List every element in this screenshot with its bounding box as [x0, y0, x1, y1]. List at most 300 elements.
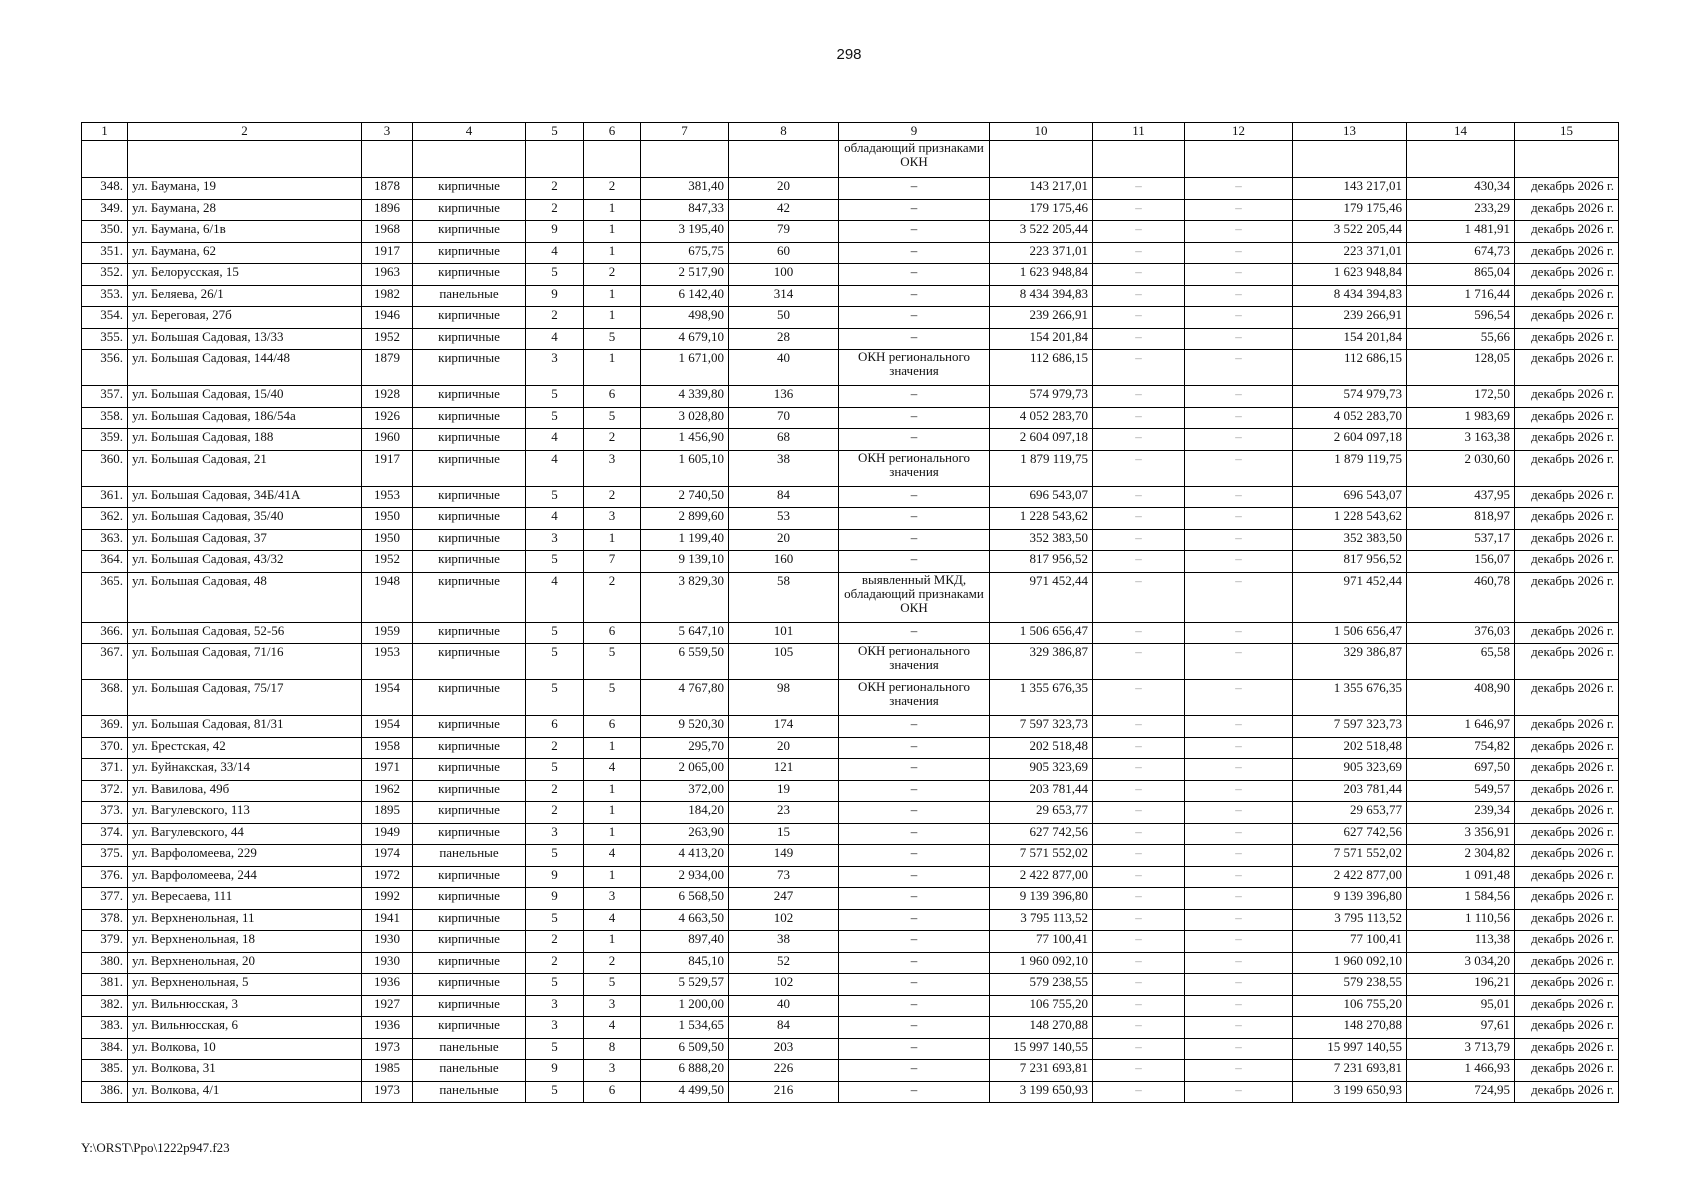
cell-heritage-status: – [839, 429, 990, 451]
cell-total-cost: 329 386,87 [990, 644, 1093, 680]
cell-wall-material: кирпичные [413, 551, 526, 573]
cell-address: ул. Большая Садовая, 13/33 [128, 328, 362, 350]
table-row [82, 264, 1619, 286]
cell-residents: 105 [729, 644, 839, 680]
cell-completion-date: декабрь 2026 г. [1515, 644, 1619, 680]
cell-total-area: 4 339,80 [641, 386, 729, 408]
cell-year-built: 1952 [362, 328, 413, 350]
cell-entrances: 2 [584, 178, 641, 200]
cell-floors: 5 [526, 486, 584, 508]
cell-address: ул. Большая Садовая, 71/16 [128, 644, 362, 680]
cell-residents: 84 [729, 486, 839, 508]
cell-row-number: 363. [82, 529, 128, 551]
cell-total-area: 5 529,57 [641, 974, 729, 996]
cell-total-cost: 1 623 948,84 [990, 264, 1093, 286]
cell-heritage-status: – [839, 1060, 990, 1082]
cell-entrances: 4 [584, 845, 641, 867]
cell-heritage-status: – [839, 1017, 990, 1039]
cell-address: ул. Волкова, 10 [128, 1038, 362, 1060]
cell-total-area: 498,90 [641, 307, 729, 329]
cell-address: ул. Верхненольная, 20 [128, 952, 362, 974]
column-number-header: 7 [641, 123, 729, 141]
cell-floors: 5 [526, 909, 584, 931]
cell-completion-date: декабрь 2026 г. [1515, 1060, 1619, 1082]
cell-total-cost: 352 383,50 [990, 529, 1093, 551]
cell-residents: 38 [729, 931, 839, 953]
cell-total-cost: 106 755,20 [990, 995, 1093, 1017]
cell-year-built: 1930 [362, 952, 413, 974]
cell-floors: 9 [526, 285, 584, 307]
cell-row-number: 374. [82, 823, 128, 845]
cell-wall-material: кирпичные [413, 974, 526, 996]
cell-funding-col-12: – [1185, 1038, 1293, 1060]
cell-wall-material: кирпичные [413, 716, 526, 738]
cell-funding-col-11: – [1093, 407, 1185, 429]
cell-floors: 5 [526, 845, 584, 867]
cell-total-cost: 77 100,41 [990, 931, 1093, 953]
cell-address: ул. Волкова, 31 [128, 1060, 362, 1082]
cell-wall-material: кирпичные [413, 644, 526, 680]
cell-cost-per-sqm: 3 034,20 [1407, 952, 1515, 974]
cell-entrances: 5 [584, 644, 641, 680]
cell-entrances: 3 [584, 450, 641, 486]
column-number-row [82, 123, 1619, 141]
cell-completion-date: декабрь 2026 г. [1515, 242, 1619, 264]
cell-total-cost: 29 653,77 [990, 802, 1093, 824]
continuation-row [82, 141, 1619, 178]
cell-funding-col-12: – [1185, 1017, 1293, 1039]
cell-completion-date: декабрь 2026 г. [1515, 508, 1619, 530]
cell-floors: 3 [526, 995, 584, 1017]
cell-entrances: 6 [584, 386, 641, 408]
cell-total-area: 6 888,20 [641, 1060, 729, 1082]
cell-wall-material: кирпичные [413, 350, 526, 386]
cell-total-area: 263,90 [641, 823, 729, 845]
cell-entrances: 1 [584, 285, 641, 307]
cell-address: ул. Большая Садовая, 37 [128, 529, 362, 551]
cell-total-area: 1 671,00 [641, 350, 729, 386]
cell-floors: 9 [526, 866, 584, 888]
cell-total-cost: 7 571 552,02 [990, 845, 1093, 867]
cell-floors: 3 [526, 1017, 584, 1039]
cell-floors: 4 [526, 508, 584, 530]
cell-entrances: 1 [584, 199, 641, 221]
cell-completion-date: декабрь 2026 г. [1515, 572, 1619, 622]
cell-entrances: 2 [584, 572, 641, 622]
cell-address: ул. Баумана, 19 [128, 178, 362, 200]
cell-completion-date: декабрь 2026 г. [1515, 486, 1619, 508]
cell-cost-per-sqm: 408,90 [1407, 680, 1515, 716]
cell-funding-col-12: – [1185, 328, 1293, 350]
cell-residents: 70 [729, 407, 839, 429]
table-row [82, 802, 1619, 824]
cell-year-built: 1953 [362, 644, 413, 680]
cell-heritage-status: – [839, 716, 990, 738]
cell-floors: 5 [526, 551, 584, 573]
cell-total-cost: 3 522 205,44 [990, 221, 1093, 243]
cell-heritage-status: – [839, 386, 990, 408]
continuation-note: обладающий признаками ОКН [839, 141, 990, 178]
cell-funding-col-12: – [1185, 888, 1293, 910]
footer-file-path: Y:\ORST\Ppo\1222p947.f23 [81, 1140, 230, 1155]
table-row [82, 285, 1619, 307]
cell-wall-material: кирпичные [413, 572, 526, 622]
cell-cost-per-sqm: 113,38 [1407, 931, 1515, 953]
cell-wall-material: кирпичные [413, 802, 526, 824]
cell-total-area: 897,40 [641, 931, 729, 953]
cell-row-number: 351. [82, 242, 128, 264]
cell-row-number: 362. [82, 508, 128, 530]
cell-cost-per-sqm: 1 466,93 [1407, 1060, 1515, 1082]
cell-total-cost: 179 175,46 [990, 199, 1093, 221]
cell-total-cost: 154 201,84 [990, 328, 1093, 350]
cell-row-number: 359. [82, 429, 128, 451]
table-row [82, 221, 1619, 243]
cell-entrances: 5 [584, 328, 641, 350]
cell-wall-material: кирпичные [413, 866, 526, 888]
cell-wall-material: кирпичные [413, 386, 526, 408]
cell-address: ул. Верхненольная, 18 [128, 931, 362, 953]
cell-year-built: 1973 [362, 1038, 413, 1060]
cell-floors: 2 [526, 199, 584, 221]
cell-row-number: 357. [82, 386, 128, 408]
cell-cost-per-sqm: 430,34 [1407, 178, 1515, 200]
cell-funding-col-11: – [1093, 952, 1185, 974]
cell-total-cost: 2 422 877,00 [990, 866, 1093, 888]
cell-entrances: 5 [584, 680, 641, 716]
cell-total-cost: 9 139 396,80 [990, 888, 1093, 910]
cell-floors: 4 [526, 242, 584, 264]
cell-total-area: 1 605,10 [641, 450, 729, 486]
cell-heritage-status: – [839, 780, 990, 802]
table-row [82, 199, 1619, 221]
cell-fund-cost: 2 422 877,00 [1293, 866, 1407, 888]
cell-floors: 5 [526, 759, 584, 781]
cell-year-built: 1948 [362, 572, 413, 622]
cell-floors: 4 [526, 572, 584, 622]
cell-cost-per-sqm: 1 716,44 [1407, 285, 1515, 307]
cell-residents: 226 [729, 1060, 839, 1082]
cell-total-cost: 1 879 119,75 [990, 450, 1093, 486]
cell-entrances: 1 [584, 737, 641, 759]
table-row [82, 1081, 1619, 1103]
cell-wall-material: кирпичные [413, 307, 526, 329]
table-row [82, 350, 1619, 386]
cell-address: ул. Большая Садовая, 188 [128, 429, 362, 451]
cell-fund-cost: 4 052 283,70 [1293, 407, 1407, 429]
cell-total-area: 4 499,50 [641, 1081, 729, 1103]
cell-row-number: 376. [82, 866, 128, 888]
cell-heritage-status: – [839, 264, 990, 286]
cell-address: ул. Вильнюсская, 6 [128, 1017, 362, 1039]
cell-total-area: 2 934,00 [641, 866, 729, 888]
cell-funding-col-11: – [1093, 716, 1185, 738]
cell-total-area: 4 663,50 [641, 909, 729, 931]
cell-residents: 160 [729, 551, 839, 573]
table-row [82, 178, 1619, 200]
cell-entrances: 4 [584, 909, 641, 931]
cell-funding-col-12: – [1185, 407, 1293, 429]
cell-row-number: 377. [82, 888, 128, 910]
cell-cost-per-sqm: 2 030,60 [1407, 450, 1515, 486]
cell-cost-per-sqm: 1 646,97 [1407, 716, 1515, 738]
table-row [82, 328, 1619, 350]
cell-completion-date: декабрь 2026 г. [1515, 221, 1619, 243]
cell-funding-col-11: – [1093, 995, 1185, 1017]
cell-year-built: 1950 [362, 508, 413, 530]
cell-residents: 50 [729, 307, 839, 329]
cell-funding-col-11: – [1093, 508, 1185, 530]
cell-fund-cost: 905 323,69 [1293, 759, 1407, 781]
cell-funding-col-11: – [1093, 622, 1185, 644]
cell-total-area: 1 456,90 [641, 429, 729, 451]
cell-funding-col-12: – [1185, 995, 1293, 1017]
cell-completion-date: декабрь 2026 г. [1515, 909, 1619, 931]
cell-funding-col-12: – [1185, 429, 1293, 451]
cell-heritage-status: ОКН регионального значения [839, 350, 990, 386]
cell-address: ул. Брестская, 42 [128, 737, 362, 759]
cell-total-cost: 15 997 140,55 [990, 1038, 1093, 1060]
cell-total-cost: 971 452,44 [990, 572, 1093, 622]
cell-row-number: 373. [82, 802, 128, 824]
table-row [82, 823, 1619, 845]
column-number-header: 6 [584, 123, 641, 141]
cell-entrances: 6 [584, 1081, 641, 1103]
cell-heritage-status: – [839, 909, 990, 931]
column-number-header: 5 [526, 123, 584, 141]
cell-total-cost: 3 795 113,52 [990, 909, 1093, 931]
table-row [82, 407, 1619, 429]
cell-floors: 2 [526, 307, 584, 329]
cell-fund-cost: 3 795 113,52 [1293, 909, 1407, 931]
cell-address: ул. Буйнакская, 33/14 [128, 759, 362, 781]
cell-funding-col-12: – [1185, 952, 1293, 974]
page-number: 298 [836, 46, 862, 63]
cell-cost-per-sqm: 697,50 [1407, 759, 1515, 781]
table-row [82, 551, 1619, 573]
cell-completion-date: декабрь 2026 г. [1515, 866, 1619, 888]
cell-residents: 102 [729, 909, 839, 931]
cell-year-built: 1974 [362, 845, 413, 867]
cell-year-built: 1952 [362, 551, 413, 573]
cell-entrances: 6 [584, 716, 641, 738]
cell-fund-cost: 239 266,91 [1293, 307, 1407, 329]
cell-total-area: 372,00 [641, 780, 729, 802]
cell-floors: 9 [526, 1060, 584, 1082]
cell-completion-date: декабрь 2026 г. [1515, 716, 1619, 738]
cell-funding-col-11: – [1093, 644, 1185, 680]
cell-funding-col-12: – [1185, 350, 1293, 386]
table-row [82, 680, 1619, 716]
cell-funding-col-11: – [1093, 974, 1185, 996]
cell-row-number: 361. [82, 486, 128, 508]
cell-wall-material: кирпичные [413, 823, 526, 845]
cell-cost-per-sqm: 1 091,48 [1407, 866, 1515, 888]
cell-row-number: 348. [82, 178, 128, 200]
cell-entrances: 5 [584, 407, 641, 429]
cell-completion-date: декабрь 2026 г. [1515, 264, 1619, 286]
cell-entrances: 1 [584, 221, 641, 243]
cell-cost-per-sqm: 239,34 [1407, 802, 1515, 824]
cell-completion-date: декабрь 2026 г. [1515, 759, 1619, 781]
cell-residents: 23 [729, 802, 839, 824]
cell-fund-cost: 7 571 552,02 [1293, 845, 1407, 867]
cell-completion-date: декабрь 2026 г. [1515, 622, 1619, 644]
cell-floors: 4 [526, 429, 584, 451]
cell-floors: 2 [526, 737, 584, 759]
cell-total-cost: 203 781,44 [990, 780, 1093, 802]
cell-address: ул. Большая Садовая, 81/31 [128, 716, 362, 738]
cell-cost-per-sqm: 156,07 [1407, 551, 1515, 573]
cell-address: ул. Большая Садовая, 21 [128, 450, 362, 486]
cell-completion-date: декабрь 2026 г. [1515, 737, 1619, 759]
cell-heritage-status: – [839, 486, 990, 508]
cell-floors: 5 [526, 1081, 584, 1103]
cell-year-built: 1953 [362, 486, 413, 508]
column-number-header: 15 [1515, 123, 1619, 141]
cell-residents: 174 [729, 716, 839, 738]
column-number-header: 9 [839, 123, 990, 141]
cell-residents: 84 [729, 1017, 839, 1039]
cell-completion-date: декабрь 2026 г. [1515, 1081, 1619, 1103]
cell-funding-col-11: – [1093, 866, 1185, 888]
cell-year-built: 1950 [362, 529, 413, 551]
cell-funding-col-12: – [1185, 866, 1293, 888]
cell-fund-cost: 1 623 948,84 [1293, 264, 1407, 286]
cell-entrances: 4 [584, 1017, 641, 1039]
cell-entrances: 1 [584, 802, 641, 824]
cell-completion-date: декабрь 2026 г. [1515, 307, 1619, 329]
cell-floors: 4 [526, 328, 584, 350]
cell-address: ул. Варфоломеева, 229 [128, 845, 362, 867]
cell-residents: 68 [729, 429, 839, 451]
cell-fund-cost: 1 506 656,47 [1293, 622, 1407, 644]
cell-residents: 58 [729, 572, 839, 622]
cell-cost-per-sqm: 55,66 [1407, 328, 1515, 350]
cell-wall-material: кирпичные [413, 178, 526, 200]
cell-wall-material: кирпичные [413, 450, 526, 486]
cell-heritage-status: – [839, 285, 990, 307]
cell-heritage-status: – [839, 802, 990, 824]
cell-year-built: 1962 [362, 780, 413, 802]
cell-floors: 5 [526, 680, 584, 716]
table-row [82, 974, 1619, 996]
cell-cost-per-sqm: 196,21 [1407, 974, 1515, 996]
cell-address: ул. Вересаева, 111 [128, 888, 362, 910]
cell-completion-date: декабрь 2026 г. [1515, 285, 1619, 307]
cell-funding-col-11: – [1093, 680, 1185, 716]
cell-fund-cost: 202 518,48 [1293, 737, 1407, 759]
cell-completion-date: декабрь 2026 г. [1515, 350, 1619, 386]
cell-heritage-status: – [839, 307, 990, 329]
cell-funding-col-11: – [1093, 221, 1185, 243]
cell-completion-date: декабрь 2026 г. [1515, 680, 1619, 716]
cell-total-area: 847,33 [641, 199, 729, 221]
cell-row-number: 371. [82, 759, 128, 781]
cell-residents: 20 [729, 737, 839, 759]
cell-funding-col-12: – [1185, 264, 1293, 286]
cell-fund-cost: 7 597 323,73 [1293, 716, 1407, 738]
cell-residents: 19 [729, 780, 839, 802]
cell-wall-material: панельные [413, 845, 526, 867]
cell-entrances: 2 [584, 486, 641, 508]
cell-total-area: 9 139,10 [641, 551, 729, 573]
table-row [82, 508, 1619, 530]
cell-funding-col-12: – [1185, 974, 1293, 996]
cell-entrances: 1 [584, 866, 641, 888]
cell-residents: 73 [729, 866, 839, 888]
cell-floors: 2 [526, 952, 584, 974]
cell-residents: 247 [729, 888, 839, 910]
cell-year-built: 1941 [362, 909, 413, 931]
cell-total-area: 3 195,40 [641, 221, 729, 243]
cell-residents: 28 [729, 328, 839, 350]
cell-funding-col-11: – [1093, 199, 1185, 221]
cell-funding-col-12: – [1185, 386, 1293, 408]
cell-heritage-status: – [839, 199, 990, 221]
cell-funding-col-11: – [1093, 307, 1185, 329]
column-number-header: 14 [1407, 123, 1515, 141]
cell-wall-material: панельные [413, 1038, 526, 1060]
cell-heritage-status: – [839, 759, 990, 781]
cell-total-cost: 148 270,88 [990, 1017, 1093, 1039]
cell-total-cost: 1 960 092,10 [990, 952, 1093, 974]
cell-residents: 101 [729, 622, 839, 644]
cell-row-number: 355. [82, 328, 128, 350]
table-row [82, 716, 1619, 738]
cell-entrances: 2 [584, 952, 641, 974]
cell-wall-material: панельные [413, 1081, 526, 1103]
cell-year-built: 1878 [362, 178, 413, 200]
cell-total-cost: 8 434 394,83 [990, 285, 1093, 307]
cell-completion-date: декабрь 2026 г. [1515, 845, 1619, 867]
cell-total-area: 184,20 [641, 802, 729, 824]
cell-residents: 40 [729, 350, 839, 386]
cell-funding-col-12: – [1185, 909, 1293, 931]
cell-heritage-status: – [839, 622, 990, 644]
cell-address: ул. Большая Садовая, 144/48 [128, 350, 362, 386]
cell-total-area: 2 899,60 [641, 508, 729, 530]
cell-fund-cost: 3 522 205,44 [1293, 221, 1407, 243]
cell-address: ул. Верхненольная, 5 [128, 974, 362, 996]
cell-residents: 100 [729, 264, 839, 286]
cell-funding-col-12: – [1185, 285, 1293, 307]
cell-entrances: 1 [584, 242, 641, 264]
cell-funding-col-12: – [1185, 716, 1293, 738]
cell-address: ул. Волкова, 4/1 [128, 1081, 362, 1103]
cell-row-number: 360. [82, 450, 128, 486]
cell-floors: 5 [526, 264, 584, 286]
cell-wall-material: кирпичные [413, 407, 526, 429]
cell-funding-col-11: – [1093, 572, 1185, 622]
table-row [82, 737, 1619, 759]
cell-floors: 5 [526, 644, 584, 680]
cell-address: ул. Большая Садовая, 75/17 [128, 680, 362, 716]
cell-row-number: 378. [82, 909, 128, 931]
cell-heritage-status: ОКН регионального значения [839, 450, 990, 486]
column-number-header: 3 [362, 123, 413, 141]
cell-funding-col-12: – [1185, 307, 1293, 329]
cell-total-area: 4 679,10 [641, 328, 729, 350]
cell-residents: 121 [729, 759, 839, 781]
cell-heritage-status: ОКН регионального значения [839, 680, 990, 716]
cell-address: ул. Белорусская, 15 [128, 264, 362, 286]
cell-heritage-status: – [839, 1038, 990, 1060]
cell-floors: 5 [526, 974, 584, 996]
cell-year-built: 1958 [362, 737, 413, 759]
cell-row-number: 350. [82, 221, 128, 243]
cell-completion-date: декабрь 2026 г. [1515, 888, 1619, 910]
